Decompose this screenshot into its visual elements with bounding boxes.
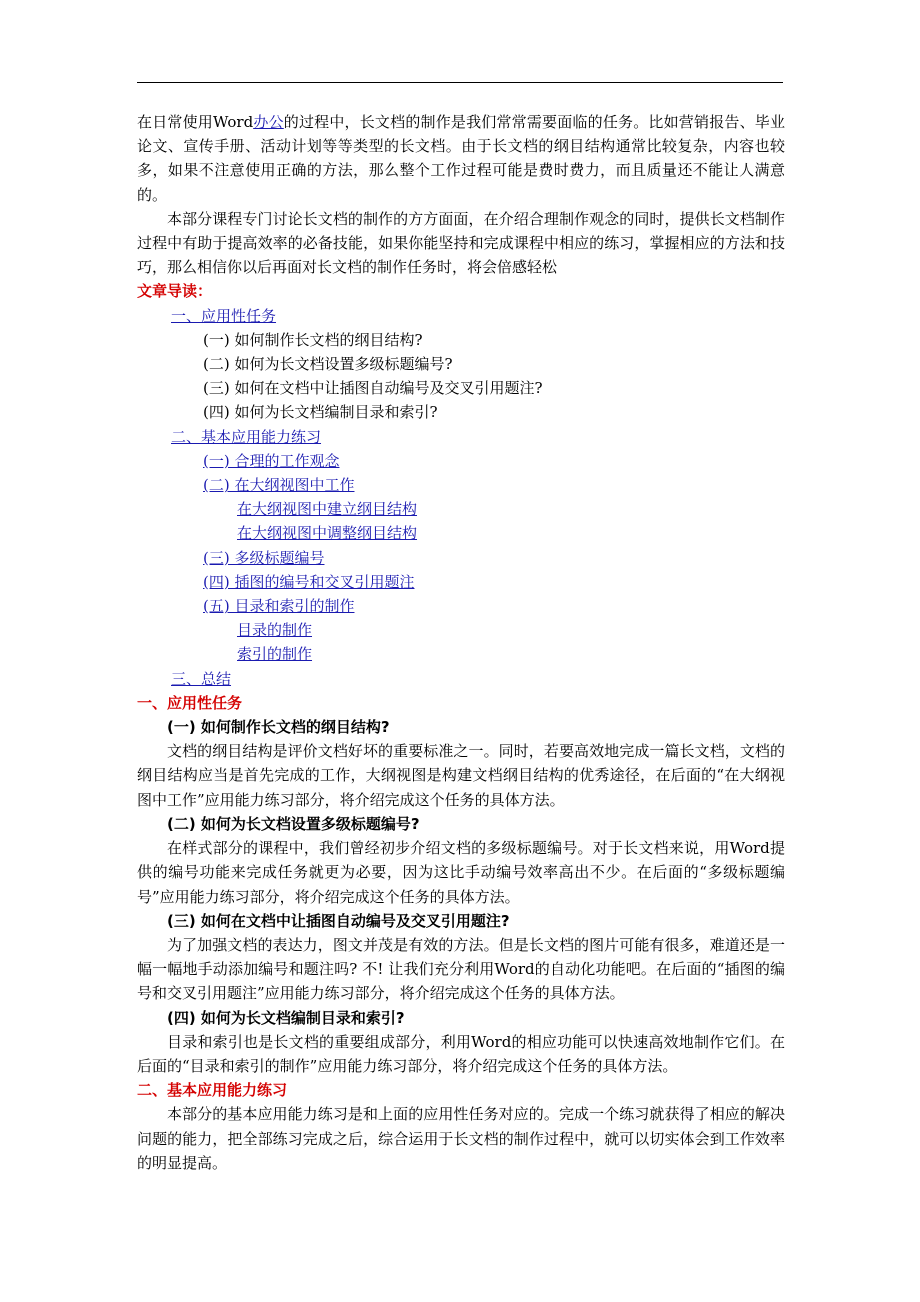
toc-item: (三) 如何在文档中让插图自动编号及交叉引用题注? <box>203 379 543 398</box>
toc-link-2-2-a[interactable]: 在大纲视图中建立纲目结构 <box>237 500 418 519</box>
toc-link-2-5[interactable]: (五) 目录和索引的制作 <box>203 597 355 616</box>
toc-link-2-5-b[interactable]: 索引的制作 <box>237 645 313 664</box>
toc-link-2-4[interactable]: (四) 插图的编号和交叉引用题注 <box>203 572 415 591</box>
toc-link-2-5-a[interactable]: 目录的制作 <box>237 621 313 640</box>
toc-link-2-2[interactable]: (二) 在大纲视图中工作 <box>203 476 355 495</box>
toc-link-2-3[interactable]: (三) 多级标题编号 <box>203 548 325 567</box>
document-body <box>137 110 785 1175</box>
guide-label: 文章导读： <box>137 282 213 301</box>
toc-item: (四) 如何为长文档编制目录和索引? <box>203 403 438 422</box>
section-2-heading: 二、基本应用能力练习 <box>137 1081 288 1100</box>
toc-link-section-3[interactable]: 三、总结 <box>171 669 232 688</box>
intro-paragraph-1: 在日常使用Word办公的过程中，长文档的制作是我们常常需要面临的任务。比如营销报告、毕业论文、宣传手册、活动计划等等类型的长文档。由于长文档的纲目结构通常比较复杂，内容也较多，如果不注意使用正确的方法，那么整个工作过程可能是费时费力，而且质量还不能让人满意的。 <box>137 113 785 204</box>
question-3-heading: (三) 如何在文档中让插图自动编号及交叉引用题注? <box>167 911 510 930</box>
header-rule <box>137 82 783 83</box>
intro-paragraph-2: 本部分课程专门讨论长文档的制作的方方面面，在介绍合理制作观念的同时，提供长文档制作过程中有助于提高效率的必备技能，如果你能坚持和完成课程中相应的练习，掌握相应的方法和技巧，那么相信你以后再面对长文档的制作任务时，将会倍感轻松 <box>137 209 785 277</box>
toc-item: (二) 如何为长文档设置多级标题编号? <box>203 355 453 374</box>
section-2-paragraph: 本部分的基本应用能力练习是和上面的应用性任务对应的。完成一个练习就获得了相应的解决问题的能力，把全部练习完成之后，综合运用于长文档的制作过程中，就可以切实体会到工作效率的明显提高。 <box>137 1105 785 1172</box>
toc-item: (一) 如何制作长文档的纲目结构? <box>203 330 423 349</box>
toc-link-2-1[interactable]: (一) 合理的工作观念 <box>203 451 340 470</box>
question-2-heading: (二) 如何为长文档设置多级标题编号? <box>167 814 420 833</box>
office-link[interactable]: 办公 <box>253 113 284 131</box>
answer-2-paragraph: 在样式部分的课程中，我们曾经初步介绍文档的多级标题编号。对于长文档来说，用Word提供的编号功能来完成任务就更为必要，因为这比手动编号效率高出不少。在后面的“多级标题编号”应用能力练习部分，将介绍完成这个任务的具体方法。 <box>137 839 785 906</box>
toc-link-section-2[interactable]: 二、基本应用能力练习 <box>171 427 322 446</box>
toc-link-2-2-b[interactable]: 在大纲视图中调整纲目结构 <box>237 524 418 543</box>
toc-link-section-1[interactable]: 一、应用性任务 <box>171 306 277 325</box>
answer-3-paragraph: 为了加强文档的表达力，图文并茂是有效的方法。但是长文档的图片可能有很多，难道还是一幅一幅地手动添加编号和题注吗? 不! 让我们充分利用Word的自动化功能吧。在后面的“插图的编号和交叉引用题注”应用能力练习部分，将介绍完成这个任务的具体方法。 <box>137 935 785 1003</box>
answer-4-paragraph: 目录和索引也是长文档的重要组成部分，利用Word的相应功能可以快速高效地制作它们。在后面的“目录和索引的制作”应用能力练习部分，将介绍完成这个任务的具体方法。 <box>137 1032 785 1075</box>
question-1-heading: (一) 如何制作长文档的纲目结构? <box>167 718 390 737</box>
section-1-heading: 一、应用性任务 <box>137 693 243 712</box>
answer-1-paragraph: 文档的纲目结构是评价文档好坏的重要标准之一。同时，若要高效地完成一篇长文档，文档的纲目结构应当是首先完成的工作，大纲视图是构建文档纲目结构的优秀途径，在后面的“在大纲视图中工作”应用能力练习部分，将介绍完成这个任务的具体方法。 <box>137 742 785 809</box>
question-4-heading: (四) 如何为长文档编制目录和索引? <box>167 1008 405 1027</box>
